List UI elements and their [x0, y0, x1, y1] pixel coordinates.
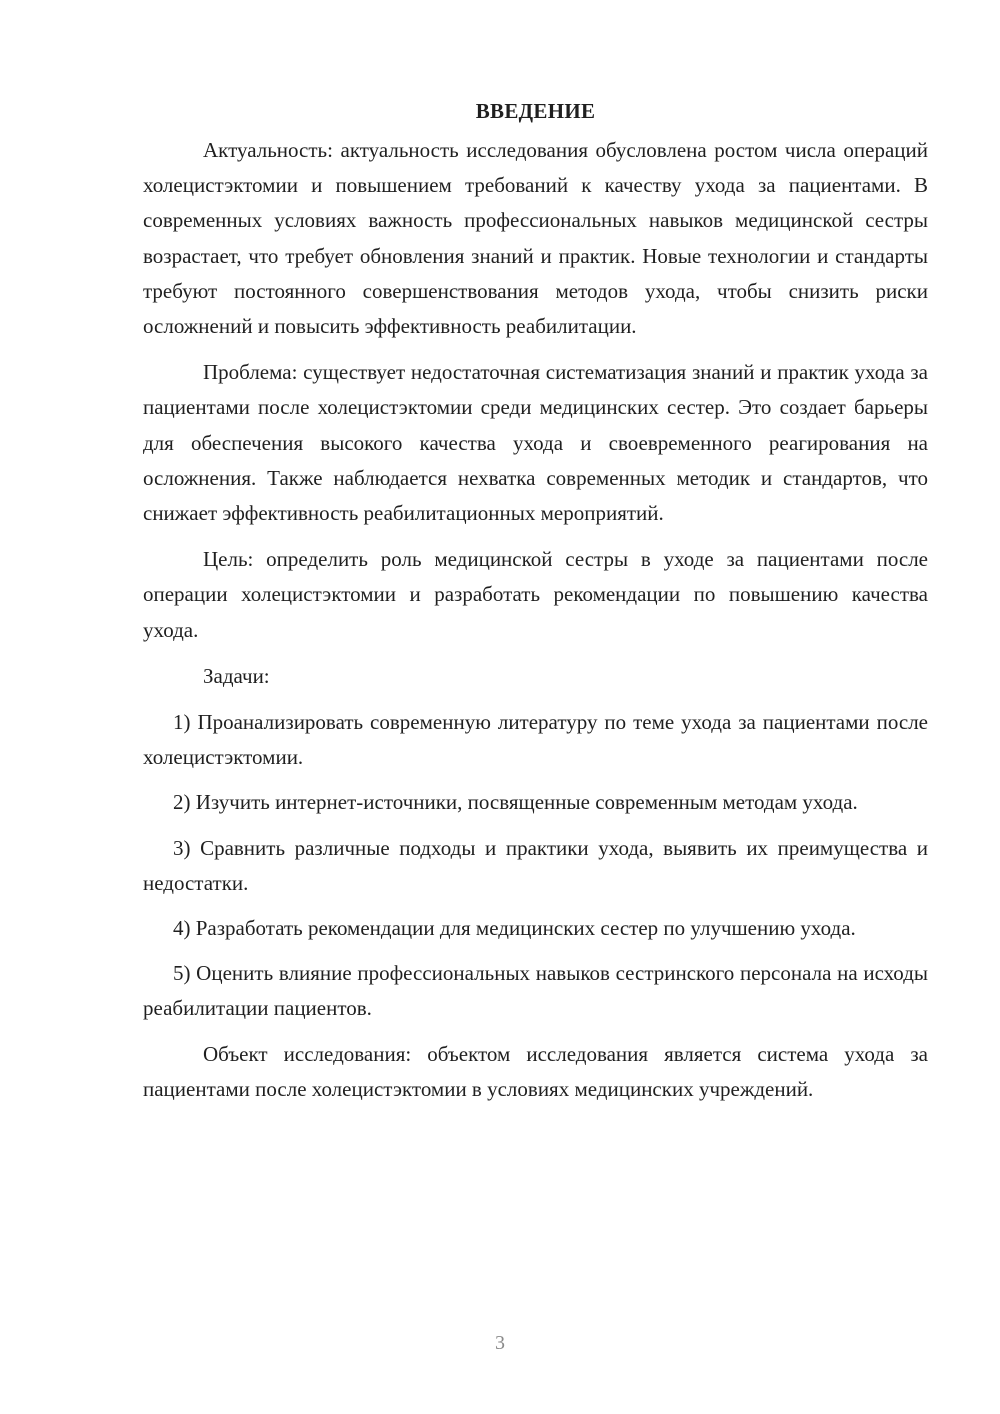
page-number: 3 [495, 1332, 505, 1354]
task-item: 4) Разработать рекомендации для медицинских сестер по улучшению ухода. [173, 916, 856, 941]
task-item: 2) Изучить интернет-источники, посвященные современным методам ухода. [173, 790, 858, 815]
document-page [143, 95, 928, 1118]
task-item: 5) Оценить влияние профессиональных навыков сестринского персонала на исходы реабилитации пациентов. [143, 961, 928, 1021]
tasks-label: Задачи: [203, 663, 270, 688]
goal-paragraph: Цель: определить роль медицинской сестры в уходе за пациентами после операции холецистэктомии и разработать рекомендации по повышению качества ухода. [143, 547, 928, 642]
problem-paragraph: Проблема: существует недостаточная систематизация знаний и практик ухода за пациентами после холецистэктомии среди медицинских сестер. Это создает барьеры для обеспечения высокого качества ухода и своевременного реагирования на осложнения. Также наблюдается нехватка современных методик и стандартов, что снижает эффективность реабилитационных мероприятий. [143, 360, 928, 526]
object-paragraph: Объект исследования: объектом исследования является система ухода за пациентами после холецистэктомии в условиях медицинских учреждений. [143, 1041, 928, 1101]
task-item: 3) Сравнить различные подходы и практики ухода, выявить их преимущества и недостатки. [143, 835, 928, 895]
relevance-paragraph: Актуальность: актуальность исследования обусловлена ростом числа операций холецистэктомии и повышением требований к качеству ухода за пациентами. В современных условиях важность профессиональных навыков медицинской сестры возрастает, что требует обновления знаний и практик. Новые технологии и стандарты требуют постоянного совершенствования методов ухода, чтобы снизить риски осложнений и повысить эффективность реабилитации. [143, 138, 928, 339]
task-item: 1) Проанализировать современную литературу по теме ухода за пациентами после холецистэктомии. [143, 710, 928, 770]
section-heading: ВВЕДЕНИЕ [475, 99, 596, 123]
